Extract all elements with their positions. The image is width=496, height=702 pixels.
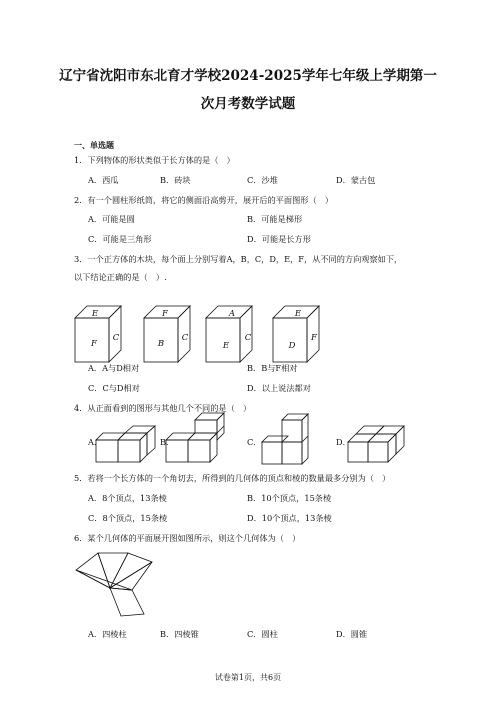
cube-2-side-label: C [181,333,189,343]
cube-2-front-label: B [157,339,165,349]
q3-stem-line-1: 3．一个正方体的木块，每个面上分别写着A，B，C，D，E，F，从不同的方向观察如下， [74,254,403,264]
q1-option-a[interactable]: A．西瓜 [88,175,119,185]
q4-option-d[interactable]: D． [336,437,351,447]
q6-stem: 6．某个几何体的平面展开图如图所示，则这个几何体为（ ） [74,533,301,543]
cube-3-front-label: E [222,341,230,351]
q3-option-a[interactable]: A．A与D相对 [88,363,140,373]
q6-option-a[interactable]: A．四棱柱 [88,629,127,639]
q3-stem-line-2: 以下结论正确的是（ ）. [74,272,167,282]
q4-stem: 4．从正面看到的图形与其他几个不同的是（ ） [74,403,252,413]
q6-option-b[interactable]: B．四棱锥 [160,629,199,639]
q2-option-c[interactable]: C．可能是三角形 [88,234,152,244]
q3-option-c[interactable]: C．C与D相对 [88,383,140,393]
q1-option-d[interactable]: D．蒙古包 [336,175,376,185]
q4-option-a[interactable]: A． [88,437,103,447]
cube-3-side-label: C [244,333,252,343]
title-line-1: 辽宁省沈阳市东北育才学校2024-2025学年七年级上学期第一 [59,68,437,84]
section-heading: 一、单选题 [74,140,114,150]
q1-stem: 1．下列物体的形状类似于长方体的是（ ） [74,155,235,165]
q4-option-c[interactable]: C． [247,437,262,447]
q1-option-c[interactable]: C．沙堆 [247,175,278,185]
cube-1-side-label: C [112,333,120,343]
q5-option-c[interactable]: C．8个顶点，15条棱 [88,513,168,523]
cube-4-top-label: E [294,309,302,319]
cube-3-top-label: A [228,309,236,319]
q4-option-b[interactable]: B． [160,437,175,447]
q1-option-b[interactable]: B．砖块 [160,175,191,185]
q3-option-b[interactable]: B．B与F相对 [247,363,298,373]
cube-4-front-label: D [288,341,296,351]
title-line-2: 次月考数学试题 [200,96,296,112]
cube-1-top-label: E [91,309,99,319]
q6-option-c[interactable]: C．圆柱 [247,629,278,639]
q5-option-b[interactable]: B．10个顶点，15条棱 [247,493,332,503]
q3-option-d[interactable]: D．以上说法都对 [247,383,311,393]
cube-1-front-label: F [91,339,97,349]
q5-option-d[interactable]: D．10个顶点，13条棱 [247,513,332,523]
q5-stem: 5．若将一个长方体的一个角切去，所得到的几何体的顶点和棱的数量最多分别为（ ） [74,473,391,483]
q2-option-b[interactable]: B．可能是梯形 [247,214,303,224]
page-footer: 试卷第1页，共6页 [214,673,282,682]
q2-stem: 2．有一个圆柱形纸筒，将它的侧面沿高剪开，展开后的平面图形（ ） [74,195,334,205]
q2-option-a[interactable]: A．可能是圆 [88,214,135,224]
q6-option-d[interactable]: D．圆锥 [336,629,368,639]
cube-4-side-label: F [311,333,317,343]
q2-option-d[interactable]: D．可能是长方形 [247,234,311,244]
cube-2-top-label: F [162,309,168,319]
q5-option-a[interactable]: A．8个顶点，13条棱 [88,493,167,503]
